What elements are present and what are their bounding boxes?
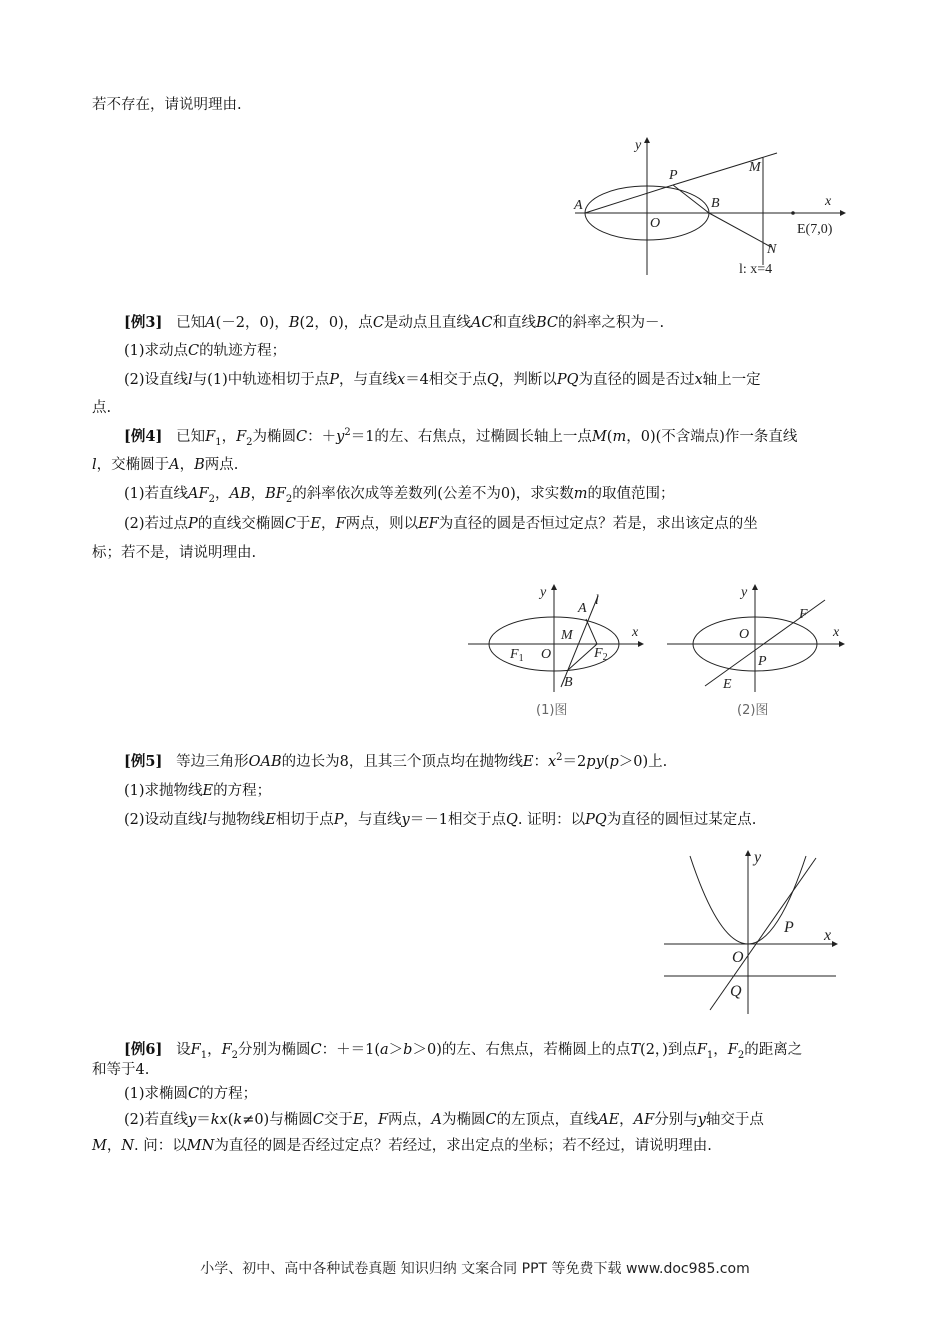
ex5-line1: [例5] 等边三角形OAB的边长为8，且其三个顶点均在抛物线E：$x^2=2py(p>0)$上. bbox=[124, 752, 668, 770]
ex5-part2: (2)设动直线l与抛物线E相切于点P，与直线y＝－1相交于点Q. 证明：以PQ为直径的圆恒过某定点. bbox=[124, 812, 757, 828]
x-arrow-icon bbox=[638, 641, 644, 647]
label-y: y bbox=[754, 849, 762, 866]
ex3-part1: (1)求动点C的轨迹方程； bbox=[124, 343, 287, 359]
line-PB bbox=[673, 185, 709, 213]
label-O: O bbox=[541, 647, 552, 662]
x-arrow-icon bbox=[840, 210, 846, 216]
point-E bbox=[791, 211, 795, 215]
line-AP bbox=[585, 185, 673, 213]
label-l: l: x=4 bbox=[739, 262, 773, 277]
ex6-line2: 和等于4. bbox=[92, 1062, 150, 1078]
label-E: E(7,0) bbox=[797, 222, 833, 237]
label-x: x bbox=[825, 194, 832, 209]
x-arrow-icon bbox=[832, 941, 838, 947]
y-arrow-icon bbox=[752, 584, 758, 590]
figure-parabola bbox=[662, 848, 852, 1018]
label-O: O bbox=[732, 949, 744, 966]
line-PM bbox=[673, 153, 777, 185]
label-F1: $F_1$ bbox=[510, 647, 524, 664]
ex5-part1: (1)求抛物线E的方程； bbox=[124, 783, 272, 799]
label-P: P bbox=[669, 168, 678, 183]
label-Q: Q bbox=[730, 983, 742, 1000]
label-A: A bbox=[574, 198, 583, 213]
ex6-part2: (2)若直线y＝kx(k≠0)与椭圆C交于E，F两点，A为椭圆C的左顶点，直线AE，AF分别与y轴交于点 bbox=[124, 1112, 764, 1128]
label-B: B bbox=[711, 196, 720, 211]
intro-text: 若不存在，请说明理由. bbox=[92, 97, 242, 113]
label-E: E bbox=[723, 677, 732, 692]
label-F2: $F_2$ bbox=[594, 646, 608, 663]
label-y: y bbox=[635, 138, 642, 153]
ex3-line1: [例3] 已知A(－2，0)，B(2，0)，点C是动点且直线AC和直线BC的斜率之积为－. bbox=[124, 314, 665, 331]
label-x: x bbox=[632, 625, 639, 640]
label-F: F bbox=[799, 607, 808, 622]
y-arrow-icon bbox=[745, 850, 751, 856]
figure-ellipse-2 bbox=[466, 582, 646, 722]
ex6-line1: [例6] 设$F_1$，$F_2$分别为椭圆C：＋＝1(a＞b＞0)的左、右焦点，若椭圆上的点T(2，)到点$F_1$，$F_2$的距离之 bbox=[124, 1041, 803, 1061]
label-P: P bbox=[784, 919, 794, 936]
figure-ellipse-1 bbox=[565, 135, 865, 285]
ex6-part1: (1)求椭圆C的方程； bbox=[124, 1086, 258, 1102]
label-O: O bbox=[650, 216, 661, 231]
y-arrow-icon bbox=[644, 137, 650, 143]
footer-banner[interactable]: 小学、初中、高中各种试卷真题 知识归纳 文案合同 PPT 等免费下载 www.doc985.com bbox=[200, 1261, 750, 1277]
ex4-part2: (2)若过点P的直线交椭圆C于E，F两点，则以EF为直径的圆是否恒过定点？若是，求出该定点的坐 bbox=[124, 516, 758, 532]
label-A: A bbox=[578, 601, 587, 616]
figure-ellipse-3 bbox=[665, 582, 850, 722]
y-arrow-icon bbox=[551, 584, 557, 590]
ex3-part2: (2)设直线l与(1)中轨迹相切于点P，与直线x＝4相交于点Q，判断以PQ为直径的圆是否过x轴上一定 bbox=[124, 372, 761, 388]
ex4-line2: l，交椭圆于A，B两点. bbox=[92, 457, 239, 473]
label-x: x bbox=[824, 927, 832, 944]
label-l: l bbox=[595, 593, 599, 608]
label-O: O bbox=[739, 627, 750, 642]
label-x: x bbox=[833, 625, 840, 640]
label-y: y bbox=[741, 585, 748, 600]
ex4-line1: [例4] 已知$F_1$，$F_2$为椭圆C：$+y^2=1$的左、右焦点，过椭圆长轴上一点M(m，0)(不含端点)作一条直线 bbox=[124, 427, 798, 448]
caption-2: (2)图 bbox=[737, 703, 769, 718]
x-arrow-icon bbox=[839, 641, 845, 647]
line-BN bbox=[709, 213, 771, 247]
label-B: B bbox=[564, 675, 573, 690]
label-M: M bbox=[749, 160, 761, 175]
label-y: y bbox=[540, 585, 547, 600]
label-M: M bbox=[561, 628, 573, 643]
label-P: P bbox=[758, 654, 767, 669]
label-N: N bbox=[767, 242, 777, 257]
ex4-part1: (1)若直线$AF_2$，AB，$BF_2$的斜率依次成等差数列(公差不为0)，求实数m的取值范围； bbox=[124, 486, 675, 505]
ex6-part2-cont: M，N. 问：以MN为直径的圆是否经过定点？若经过，求出定点的坐标；若不经过，请说明理由. bbox=[92, 1138, 712, 1154]
caption-1: (1)图 bbox=[536, 703, 568, 718]
tangent-line bbox=[710, 858, 816, 1010]
ex4-part2-cont: 标；若不是，请说明理由. bbox=[92, 545, 257, 561]
ex3-part2-cont: 点. bbox=[92, 400, 112, 416]
